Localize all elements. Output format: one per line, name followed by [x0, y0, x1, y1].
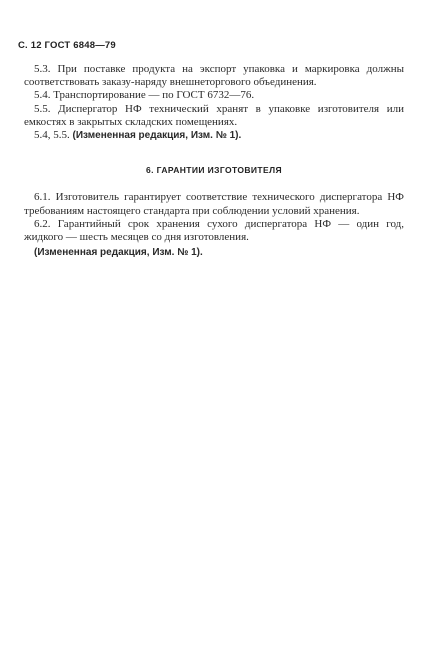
section-title-6: 6. ГАРАНТИИ ИЗГОТОВИТЕЛЯ: [146, 165, 282, 176]
paragraph-6-1: 6.1. Изготовитель гарантирует соответствие технического диспергатора НФ требованиям настоящего стандарта при соблюдении условий хранения.: [24, 191, 404, 217]
amendment-ref-5: 5.4, 5.5.: [34, 129, 70, 142]
paragraph-5-3: 5.3. При поставке продукта на экспорт упаковка и маркировка должны соответствовать заказу-наряду внешнеторгового объединения.: [24, 63, 404, 89]
running-header: С. 12 ГОСТ 6848—79: [18, 40, 116, 51]
amendment-text-5: (Измененная редакция, Изм. № 1).: [72, 130, 242, 142]
amendment-note-6: (Измененная редакция, Изм. № 1).: [34, 247, 203, 259]
amendment-note-5: [24, 129, 404, 142]
paragraph-5-5: 5.5. Диспергатор НФ технический хранят в упаковке изготовителя или емкостях в закрытых складских помещениях.: [24, 102, 404, 128]
paragraph-5-4: 5.4. Транспортирование — по ГОСТ 6732—76.: [34, 89, 255, 102]
document-body: [24, 63, 404, 259]
paragraph-6-2: 6.2. Гарантийный срок хранения сухого диспергатора НФ — один год, жидкого — шесть месяцев со дня изготовления.: [24, 217, 404, 244]
